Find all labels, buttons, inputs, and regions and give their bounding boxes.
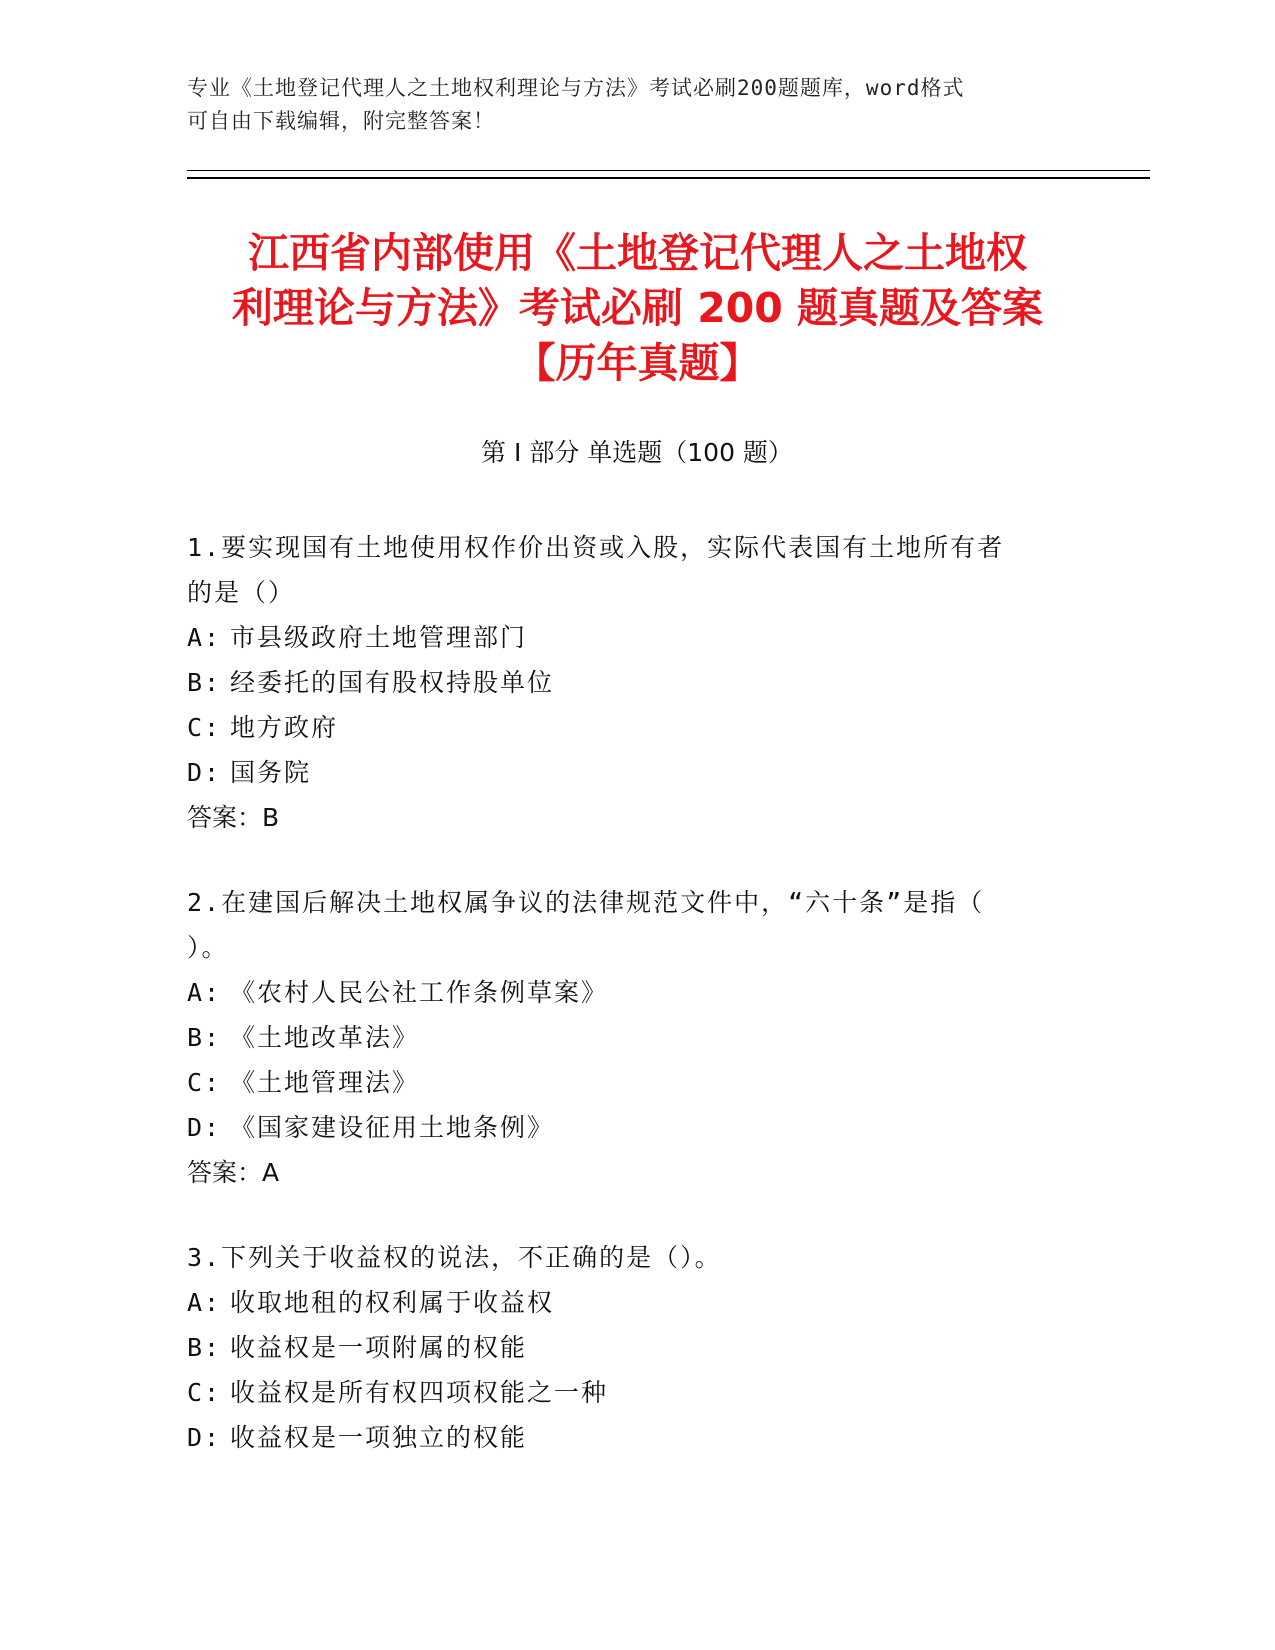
document-title	[180, 226, 1095, 391]
option-a	[187, 1280, 1067, 1325]
question-stem	[187, 525, 1067, 615]
answer-label: 答案：B	[187, 803, 280, 832]
option-text: 《农村人民公社工作条例草案》	[230, 978, 609, 1007]
answer-label: 答案：A	[187, 1158, 280, 1187]
option-key: B:	[187, 1023, 222, 1052]
question-stem-line-1: 3.下列关于收益权的说法，不正确的是（）。	[187, 1243, 722, 1272]
option-key: B:	[187, 1333, 222, 1362]
option-b	[187, 660, 1067, 705]
question-stem-line-1: 1.要实现国有土地使用权作价出资或入股，实际代表国有土地所有者	[187, 533, 1005, 562]
question-stem-line-2: 的是（）	[187, 578, 296, 607]
option-text: 《国家建设征用土地条例》	[230, 1113, 555, 1142]
option-b	[187, 1325, 1067, 1370]
option-text: 经委托的国有股权持股单位	[230, 668, 555, 697]
question-1	[187, 525, 1067, 840]
question-list	[187, 525, 1067, 1500]
question-2	[187, 880, 1067, 1195]
option-key: A:	[187, 1288, 222, 1317]
option-c	[187, 1060, 1067, 1105]
question-stem-line-2: ）。	[187, 933, 229, 962]
header-note	[187, 72, 1067, 138]
section-title: 第 I 部分 单选题（100 题）	[481, 438, 793, 467]
option-key: A:	[187, 978, 222, 1007]
question-stem	[187, 1235, 1067, 1280]
option-text: 地方政府	[230, 713, 339, 742]
option-c	[187, 1370, 1067, 1415]
option-key: B:	[187, 668, 222, 697]
header-divider-thin	[187, 170, 1150, 171]
question-stem-line-1: 2.在建国后解决土地权属争议的法律规范文件中，“六十条”是指（	[187, 888, 985, 917]
option-key: D:	[187, 1113, 222, 1142]
option-key: C:	[187, 1378, 222, 1407]
option-text: 收取地租的权利属于收益权	[230, 1288, 555, 1317]
option-key: A:	[187, 623, 222, 652]
option-text: 《土地管理法》	[230, 1068, 420, 1097]
option-a	[187, 970, 1067, 1015]
option-key: D:	[187, 758, 222, 787]
option-b	[187, 1015, 1067, 1060]
header-note-line-1: 专业《土地登记代理人之土地权利理论与方法》考试必刷200题题库，word格式	[187, 76, 965, 100]
option-key: C:	[187, 1068, 222, 1097]
option-d	[187, 750, 1067, 795]
option-text: 收益权是一项独立的权能	[230, 1423, 528, 1452]
question-3	[187, 1235, 1067, 1460]
header-note-line-2: 可自由下载编辑，附完整答案！	[187, 109, 495, 133]
option-c	[187, 705, 1067, 750]
title-line-3: 【历年真题】	[514, 339, 761, 387]
option-d	[187, 1105, 1067, 1150]
option-text: 《土地改革法》	[230, 1023, 420, 1052]
option-key: C:	[187, 713, 222, 742]
option-text: 国务院	[230, 758, 312, 787]
option-text: 收益权是一项附属的权能	[230, 1333, 528, 1362]
title-line-2: 利理论与方法》考试必刷 200 题真题及答案	[231, 284, 1044, 332]
header-divider-thick	[187, 177, 1150, 179]
option-key: D:	[187, 1423, 222, 1452]
question-stem	[187, 880, 1067, 970]
option-d	[187, 1415, 1067, 1460]
title-line-1: 江西省内部使用《土地登记代理人之土地权	[248, 229, 1027, 277]
option-text: 收益权是所有权四项权能之一种	[230, 1378, 609, 1407]
option-text: 市县级政府土地管理部门	[230, 623, 528, 652]
option-a	[187, 615, 1067, 660]
